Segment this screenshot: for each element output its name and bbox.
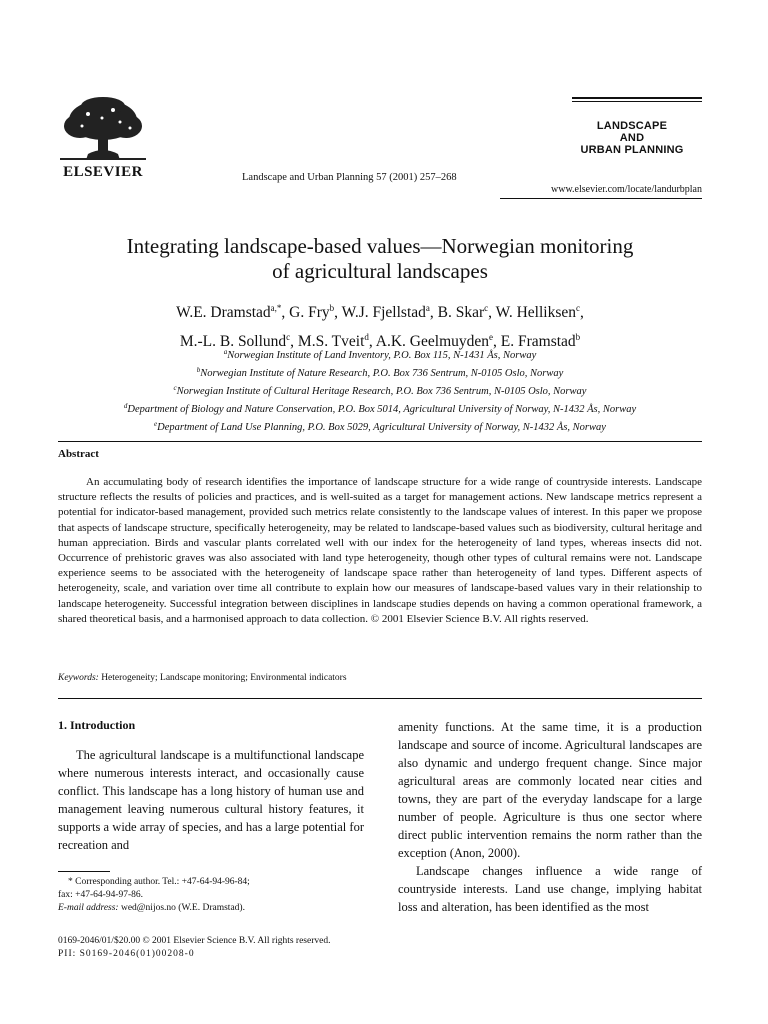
footnote-line: fax: +47-64-94-97-86.: [58, 890, 144, 900]
column-left: [58, 718, 364, 854]
affiliation-text: Department of Biology and Nature Conservation, P.O. Box 5014, Agricultural University of Norway, N-1432 Ås, Norway: [127, 404, 637, 415]
publisher-name: ELSEVIER: [63, 164, 143, 180]
journal-url[interactable]: www.elsevier.com/locate/landurbplan: [551, 184, 702, 195]
author-affiliation-mark: d: [364, 332, 369, 342]
title-line: of agricultural landscapes: [272, 259, 488, 283]
author-affiliation-mark: b: [575, 332, 581, 342]
affiliation-mark: b: [196, 366, 201, 374]
abstract-heading: Abstract: [58, 448, 99, 460]
journal-rule: [572, 97, 702, 99]
affiliation-text: Norwegian Institute of Cultural Heritage Research, P.O. Box 736 Sentrum, N-0105 Oslo, Norway: [176, 386, 587, 397]
keywords-text: Heterogeneity; Landscape monitoring; Environmental indicators: [101, 673, 347, 683]
copyright: [58, 935, 330, 961]
author-name: G. Fry: [289, 304, 330, 321]
keywords: [58, 673, 347, 683]
authors-line: [58, 296, 702, 325]
author-separator: ,: [368, 333, 376, 350]
author-name: W.E. Dramstad: [176, 304, 271, 321]
journal-title-line: AND: [619, 132, 645, 144]
affiliation-mark: a: [223, 348, 228, 356]
affiliation-line: [58, 417, 702, 435]
journal-title-line: LANDSCAPE: [596, 120, 668, 132]
pii-line: PII: S0169-2046(01)00208-0: [58, 949, 195, 959]
affiliation-line: [58, 363, 702, 381]
affiliation-mark: e: [154, 420, 158, 428]
paper-title: [58, 234, 702, 284]
journal-rule: [572, 101, 702, 102]
affiliation-text: Norwegian Institute of Land Inventory, P.O. Box 115, N-1431 Ås, Norway: [227, 350, 537, 361]
footnote-line: * Corresponding author. Tel.: +47-64-94-96-84;: [68, 877, 250, 887]
title-line: Integrating landscape-based values—Norwegian monitoring: [126, 234, 634, 258]
abstract-text: An accumulating body of research identifies the importance of landscape structure for a wide range of countryside interests. Landscape structure reflects the results of policies and practices, and is well-suited as a target for management actions. New landscape metrics represent a potential for indicator-based management, provided such metrics relate consistently to the landscape values of interest. In this paper we propose that aspects of landscape structure, specifically heterogeneity, may be related to landscape-based values such as biodiversity, cultural heritage and human appreciation. Birds and vascular plants correlated well with our index for the heterogeneity of land types, whereas insects did not. Occurrence of prehistoric graves was also associated with land type heterogeneity, though other types of cultural remains were not. Landscape experience seems to be associated with the heterogeneity of landscape space rather than heterogeneity of land types. Different aspects of heterogeneity, scale, and variation over time all contribute to explain how our measures of landscape-based values vary in their relationship to landscape heterogeneity. Successful integration between disciplines in landscape studies depends on having a common operational framework, a shared theoretical basis, and a harmonised approach to data collection. © 2001 Elsevier Science B.V. All rights reserved.: [58, 476, 702, 625]
author-name: E. Framstad: [500, 333, 576, 350]
author-affiliation-mark: e: [489, 332, 494, 342]
affiliations: [58, 345, 702, 435]
author-name: W. Helliksen: [495, 304, 577, 321]
email-label: E-mail address:: [58, 903, 119, 913]
author-name: W.J. Fjellstad: [341, 304, 426, 321]
author-name: A.K. Geelmuyden: [375, 333, 490, 350]
author-affiliation-mark: a,*: [270, 303, 282, 313]
author-separator: ,: [290, 333, 298, 350]
author-separator: ,: [281, 304, 290, 321]
journal-title: [572, 120, 692, 156]
affiliation-mark: c: [173, 384, 177, 392]
author-separator: ,: [493, 333, 501, 350]
author-separator: ,: [580, 304, 584, 321]
footnote-email: [58, 902, 364, 915]
journal-title-line: URBAN PLANNING: [580, 144, 684, 156]
section-heading: 1. Introduction: [58, 718, 136, 732]
email-text[interactable]: wed@nijos.no (W.E. Dramstad).: [120, 903, 245, 913]
footnote-rule: [58, 871, 110, 872]
body-paragraph: Landscape changes influence a wide range of countryside interests. Land use change, implying habitat loss and alteration, has been identified as the most: [398, 864, 702, 914]
author-affiliation-mark: b: [329, 303, 335, 313]
divider: [58, 698, 702, 699]
author-separator: ,: [488, 304, 496, 321]
affiliation-line: [58, 381, 702, 399]
author-name: M.S. Tveit: [297, 333, 365, 350]
copyright-line: 0169-2046/01/$20.00 © 2001 Elsevier Science B.V. All rights reserved.: [58, 936, 331, 946]
affiliation-mark: d: [123, 402, 128, 410]
author-affiliation-mark: c: [484, 303, 489, 313]
affiliation-line: [58, 345, 702, 363]
author-separator: ,: [429, 304, 438, 321]
author-affiliation-mark: c: [286, 332, 291, 342]
journal-citation: Landscape and Urban Planning 57 (2001) 257–268: [242, 172, 457, 183]
header-rule: [500, 198, 702, 199]
affiliation-line: [58, 399, 702, 417]
column-right: [398, 718, 702, 916]
author-affiliation-mark: a: [425, 303, 430, 313]
body-paragraph: amenity functions. At the same time, it is a production landscape and source of income. Agricultural landscapes are also dynamic and undergo frequent change. Since major agricultural areas are commonly located near cities and towns, they are part of the everyday landscape for a large number of people. Agriculture is thus one sector where direct public intervention remains the norm rather than the exception (Anon, 2000).: [398, 720, 702, 860]
keywords-label: Keywords:: [58, 673, 99, 683]
affiliation-text: Norwegian Institute of Nature Research, P.O. Box 736 Sentrum, N-0105 Oslo, Norway: [200, 368, 564, 379]
elsevier-tree-logo: [58, 96, 148, 162]
author-name: M.-L. B. Sollund: [179, 333, 287, 350]
body-paragraph: The agricultural landscape is a multifunctional landscape where numerous interests interact, and occasionally cause conflict. This landscape has a long history of human use and management leaving numerous cultural history features, it supports a wide array of species, and has a large potential for recreation and: [58, 748, 364, 852]
footnotes: [58, 876, 364, 915]
author-affiliation-mark: c: [576, 303, 581, 313]
author-name: B. Skar: [437, 304, 485, 321]
author-separator: ,: [334, 304, 342, 321]
affiliation-text: Department of Land Use Planning, P.O. Box 5029, Agricultural University of Norway, N-1432 Ås, Norway: [157, 422, 606, 433]
divider: [58, 441, 702, 442]
